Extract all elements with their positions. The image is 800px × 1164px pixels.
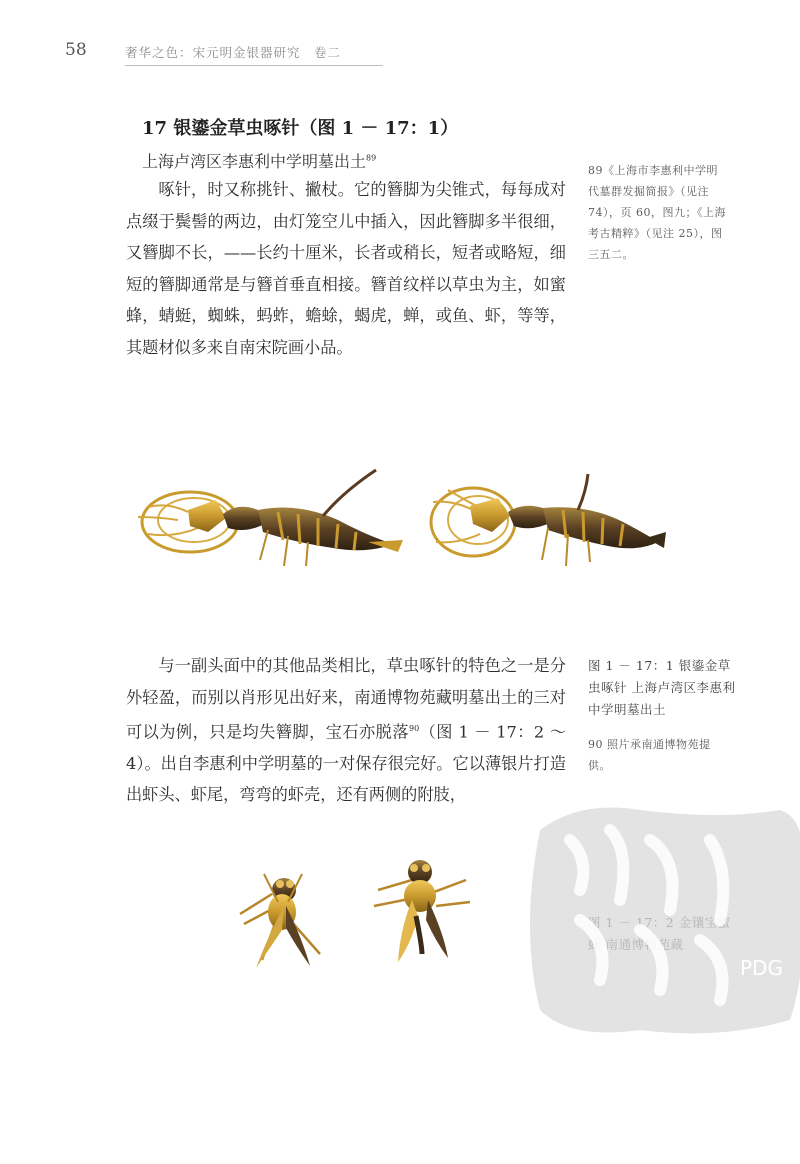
page-header — [65, 40, 342, 64]
header-rule — [125, 65, 383, 66]
watermark-text: PDG — [740, 956, 783, 980]
pdg-watermark-seal — [520, 790, 800, 1050]
paragraph-2-text-a: 与一副头面中的其他品类相比，草虫啄针的特色之一是分外轻盈，而别以肖形见出好来，南通博物苑藏明墓出土的三对可以为例，只是均失簪脚，宝石亦脱落 — [126, 656, 566, 742]
gold-bee-right — [374, 860, 470, 962]
sidenote-89: 89《上海市李惠利中学明代墓群发掘简报》（见注 74），页 60，图九；《上海考古精粹》（见注 25），图三五二。 — [588, 164, 726, 261]
gold-bee-left — [240, 874, 320, 968]
paragraph-2-text-b: （图 1 － 17：2 ～ 4）。出自李惠利中学明墓的一对保存很完好。它以薄银片打造出虾头、虾尾，弯弯的虾壳，还有两侧的附肢， — [126, 722, 567, 805]
running-head: 奢华之色：宋元明金银器研究 卷二 — [125, 45, 342, 60]
figure-shrimp-hairpins — [128, 462, 673, 592]
figure-caption-1: 图 1 － 17：1 银鎏金草虫啄针 上海卢湾区李惠利中学明墓出土 — [588, 658, 736, 717]
provenance-text: 上海卢湾区李惠利中学明墓出土 — [142, 152, 367, 171]
footnote-ref-89: 89 — [366, 153, 377, 163]
body-paragraph-2 — [126, 650, 566, 811]
section-title: 17 银鎏金草虫啄针（图 1 － 17：1） — [142, 118, 459, 139]
sidenote-90: 90 照片承南通博物苑提供。 — [588, 738, 711, 772]
shrimp-hairpin-left — [138, 470, 403, 566]
shrimp-hairpin-right — [431, 474, 666, 566]
body-paragraph-1: 啄针，时又称挑针、撇杖。它的簪脚为尖锥式，每每成对点缀于鬓髻的两边，由灯笼空儿中插入，因此簪脚多半很细，又簪脚不长，——长约十厘米，长者或稍长，短者或略短，细短的簪脚通常是与簪首垂直相接。簪首纹样以草虫为主，如蜜蜂，蜻蜓，蜘蛛，蚂蚱，蟾蜍，蝎虎，蝉，或鱼、虾，等等，其题材似多来自南宋院画小品。 — [126, 180, 566, 357]
footnote-ref-90: 90 — [408, 724, 420, 733]
page-number: 58 — [65, 40, 87, 60]
figure-gold-bees — [222, 850, 472, 980]
provenance-line — [142, 149, 376, 172]
